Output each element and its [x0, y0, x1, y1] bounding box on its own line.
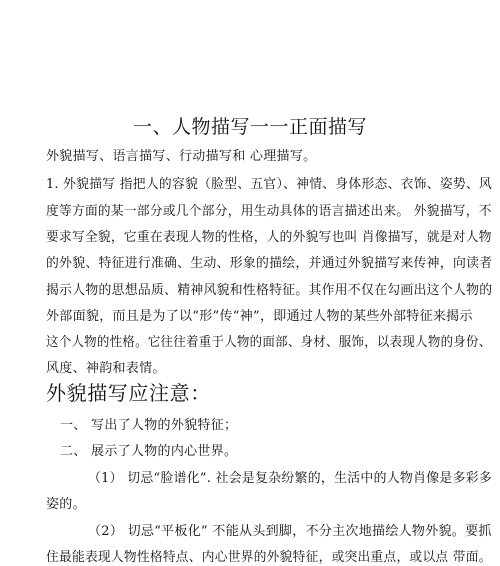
point-1: 一、 写出了人物的外貌特征；: [60, 418, 238, 433]
section1-line-2: 度等方面的某一部分或几个部分，用生动具体的语言描述出来。 外貌描写，不: [46, 204, 492, 219]
section1-line-1: 1. 外貌描写 指把人的容貌（脸型、五官）、神情、身体形态、衣饰、姿势、风: [46, 177, 493, 192]
section1-line-6: 外部面貌，而且是为了以“形”传“神”，即通过人物的某些外部特征来揭示: [46, 309, 473, 324]
caution-2-line-1: （2） 切忌“平板化” 不能从头到脚，不分主次地描绘人物外貌。要抓: [88, 524, 492, 539]
caution-2-line-2: 住最能表现人物性格特点、内心世界的外貌特征，或突出重点，或以点 带面。: [46, 550, 492, 565]
section1-line-7: 这个人物的性格。它往往着重于人物的面部、身材、服饰，以表现人物的身份、: [46, 335, 492, 350]
section1-line-3: 要求写全貌，它重在表现人物的性格，人的外貌写也叫 肖像描写，就是对人物: [46, 230, 492, 245]
caution-1-line-2: 姿的。: [46, 497, 86, 512]
point-2: 二、 展示了人物的内心世界。: [60, 444, 238, 459]
section-heading: 外貌描写应注意：: [46, 381, 211, 405]
section1-line-4: 的外貌、特征进行准确、生动、形象的描绘，并通过外貌描写来传神，向读者: [46, 256, 493, 271]
document-title: 一、人物描写一一正面描写: [132, 116, 367, 138]
section1-line-8: 风度、神韵和表情。: [46, 361, 166, 376]
section1-line-5: 揭示人物的思想品质、精神风貌和性格特征。其作用不仅在勾画出这个人物的: [46, 283, 493, 298]
caution-1-line-1: （1） 切忌“脸谱化”. 社会是复杂纷繁的，生活中的人物肖像是多彩多: [88, 471, 493, 486]
intro-line: 外貌描写、语言描写、行动描写和 心理描写。: [46, 149, 317, 164]
